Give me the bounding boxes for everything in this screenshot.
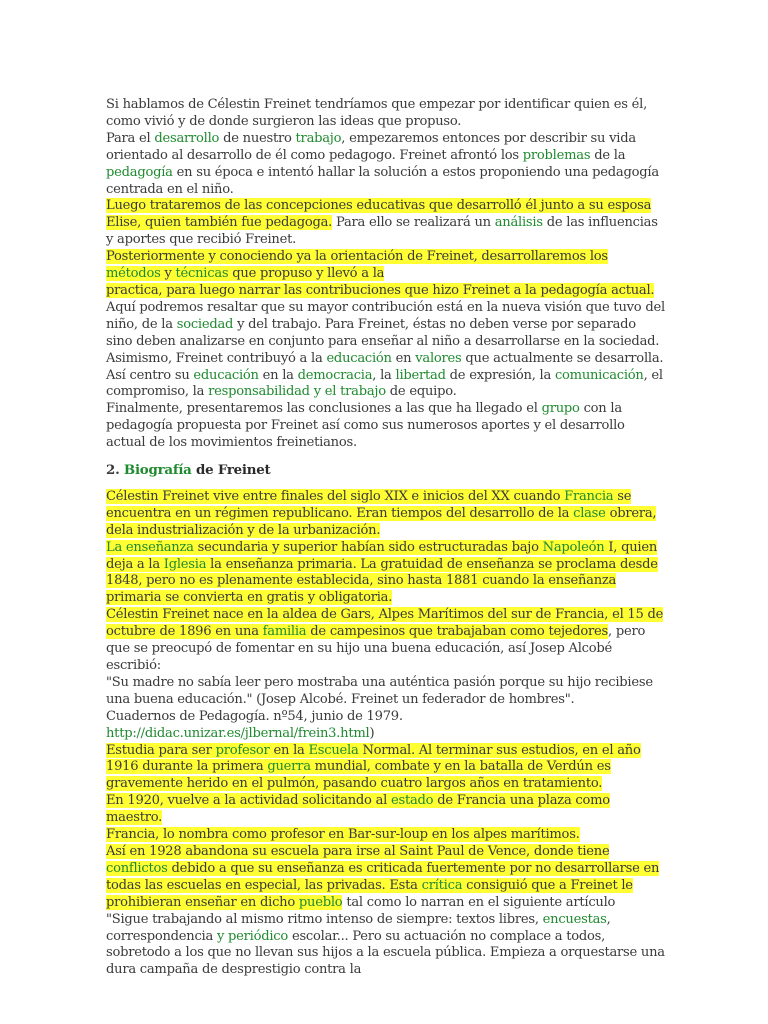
keyword-link-la-ensenanza[interactable]: La enseñanza <box>106 539 194 555</box>
intro-p1-text: Si hablamos de Célestin Freinet tendríamos que empezar por identificar quien es él, como vivió y de donde surgieron las ideas que propuso. <box>106 97 647 129</box>
text-run: de las influencias y aportes que recibió Freinet. <box>106 215 658 248</box>
bio-paragraph-7 <box>106 793 666 827</box>
intro-paragraph-3 <box>106 198 666 249</box>
keyword-link-pedagogia[interactable]: pedagogía <box>106 164 173 180</box>
bio-paragraph-4 <box>106 675 666 709</box>
keyword-link-iglesia[interactable]: Iglesia <box>163 556 207 572</box>
keyword-link-grupo[interactable]: grupo <box>541 401 580 417</box>
highlighted-text: Posteriormente y conociendo ya la orientación de Freinet, desarrollaremos los <box>106 249 608 265</box>
keyword-link-familia[interactable]: familia <box>262 624 307 640</box>
source-url-link[interactable]: http://didac.unizar.es/jlbernal/frein3.html <box>106 725 370 741</box>
bio-paragraph-3 <box>106 607 666 675</box>
highlighted-text: En 1920, vuelve a la actividad solicitando al <box>106 793 391 809</box>
text-run: de equipo. <box>385 384 457 400</box>
bio-paragraph-6 <box>106 743 666 794</box>
highlighted-text: de Francia una plaza como maestro. <box>106 793 610 826</box>
text-run: de expresión, la <box>445 367 555 383</box>
text-run: , la <box>372 367 396 383</box>
highlighted-text: Así en 1928 abandona su escuela para irse al Saint Paul de Vence, donde tiene <box>106 843 610 859</box>
keyword-link-francia[interactable]: Francia <box>564 488 614 504</box>
intro-paragraph-6 <box>106 300 666 401</box>
highlighted-text: mundial, combate y en la batalla de Verdún es gravemente herido en el pulmón, pasando cuatro largos años en tratamiento. <box>106 759 611 792</box>
intro-paragraph-1 <box>106 97 666 131</box>
keyword-link-profesor[interactable]: profesor <box>215 742 270 758</box>
keyword-link-pueblo[interactable]: pueblo <box>298 894 343 910</box>
keyword-link-biografia[interactable]: Biografía <box>123 462 192 479</box>
keyword-link-responsabilidad[interactable]: responsabilidad <box>208 384 310 400</box>
text-run: con la pedagogía propuesta por Freinet así como sus numerosos aportes y el desarrollo actual de los movimientos freinetianos. <box>106 401 625 451</box>
keyword-link-desarrollo[interactable]: desarrollo <box>154 130 220 146</box>
keyword-link-metodos[interactable]: métodos <box>106 266 161 282</box>
highlighted-text: Estudia para ser <box>106 742 216 758</box>
text-run: Cuadernos de Pedagogía. nº54, junio de 1979. <box>106 708 403 724</box>
text-run: , el compromiso, la <box>106 367 663 400</box>
section-title-rest: de Freinet <box>191 462 271 479</box>
bio-paragraph-9 <box>106 844 666 912</box>
text-run: Finalmente, presentaremos las conclusiones a las que ha llegado el <box>106 401 542 417</box>
text-run: tal como lo narran en el siguiente artículo <box>342 894 616 910</box>
keyword-link-y-el-trabajo[interactable]: y el trabajo <box>313 384 386 400</box>
section-heading-biografia <box>106 462 666 479</box>
keyword-link-analisis[interactable]: análisis <box>494 215 543 231</box>
highlighted-text: I, quien deja a la <box>106 539 658 572</box>
document-page <box>106 97 666 979</box>
quote-text: "Su madre no sabía leer pero mostraba una auténtica pasión porque su hijo recibiese una buena educación." (Josep Alcobé. Freinet un federador de hombres". <box>106 674 653 707</box>
text-run: de nuestro <box>219 130 296 146</box>
keyword-link-estado[interactable]: estado <box>391 793 434 809</box>
highlighted-text: obrera, dela industrialización y de la urbanización. <box>106 505 657 538</box>
intro-paragraph-5 <box>106 283 666 300</box>
bio-paragraph-10 <box>106 912 666 980</box>
keyword-link-valores[interactable]: valores <box>415 350 462 366</box>
text-run: en su época e intentó hallar la solución a estos proponiendo una pedagogía centrada en el niño. <box>106 164 659 197</box>
keyword-link-sociedad[interactable]: sociedad <box>176 316 234 332</box>
keyword-link-guerra[interactable]: guerra <box>267 759 311 775</box>
text-run: en <box>391 350 416 366</box>
text-run: en la <box>258 367 298 383</box>
highlighted-text: se encuentra en un régimen republicano. Eran tiempos del desarrollo de la <box>106 488 632 521</box>
text-run: escolar... Pero su actuación no complace a todos, sobretodo a los que no llevan sus hijos a la escuela pública. Empieza a orquestarse una dura campaña de desprestigio contra la <box>106 928 665 978</box>
text-run: , pero que se preocupó de fomentar en su hijo una buena educación, así Josep Alcobé escribió: <box>106 624 646 673</box>
text-run: y del trabajo. Para Freinet, éstas no deben verse por separado sino deben analizarse en conjunto para enseñar al niño a desarrollarse en la sociedad. Asimismo, Freinet contribuyó a la <box>106 316 660 366</box>
highlighted-text: y <box>160 266 176 282</box>
bio-paragraph-2 <box>106 540 666 608</box>
highlighted-text: en la <box>269 742 309 758</box>
keyword-link-clase[interactable]: clase <box>573 505 606 521</box>
text-run: , correspondencia <box>106 911 611 944</box>
highlighted-text: consiguió que a Freinet le prohibieran enseñar en dicho <box>106 877 633 910</box>
keyword-link-problemas[interactable]: problemas <box>522 147 591 163</box>
intro-paragraph-7 <box>106 401 666 452</box>
keyword-link-trabajo[interactable]: trabajo <box>295 130 342 146</box>
highlighted-text: Francia, lo nombra como profesor en Bar-sur-loup en los alpes marítimos. <box>106 827 580 843</box>
bio-paragraph-8 <box>106 827 666 844</box>
keyword-link-educacion-2[interactable]: educación <box>193 367 259 383</box>
highlighted-text: debido a que su enseñanza es criticada fuertemente por no desarrollarse en todas las escuelas en especial, las privadas. Esta <box>106 860 660 893</box>
intro-paragraph-4 <box>106 249 666 283</box>
text-run: Aquí podremos resaltar que su mayor contribución está en la nueva visión que tuvo del niño, de la <box>106 299 665 332</box>
highlighted-text: practica, para luego narrar las contribuciones que hizo Freinet a la pedagogía actual. <box>106 282 655 298</box>
bio-paragraph-5 <box>106 709 666 743</box>
highlighted-text: de campesinos que trabajaban como tejedores <box>306 624 609 640</box>
highlighted-text: que propuso y llevó a la <box>228 266 385 282</box>
keyword-link-educacion[interactable]: educación <box>326 350 392 366</box>
bio-paragraph-1 <box>106 489 666 540</box>
highlighted-text: Normal. Al terminar sus estudios, en el año 1916 durante la primera <box>106 742 641 775</box>
highlighted-text: secundaria y superior habían sido estructuradas bajo <box>193 539 543 555</box>
highlighted-text: Célestin Freinet nace en la aldea de Gars, Alpes Marítimos del sur de Francia, el 15 de octubre de 1896 en una <box>106 607 664 640</box>
highlighted-text: Célestin Freinet vive entre finales del siglo XIX e inicios del XX cuando <box>106 488 565 504</box>
highlighted-text: la enseñanza primaria. La gratuidad de enseñanza se proclama desde 1848, pero no es plenamente establecida, sino hasta 1881 cuando la enseñanza primaria se convierta en gratis y obligatoria. <box>106 556 658 606</box>
keyword-link-escuela[interactable]: Escuela <box>308 742 359 758</box>
keyword-link-democracia[interactable]: democracia <box>297 367 373 383</box>
keyword-link-comunicacion[interactable]: comunicación <box>554 367 644 383</box>
keyword-link-critica[interactable]: crítica <box>421 877 463 893</box>
text-run: , empezaremos entonces por describir su vida orientado al desarrollo de él como pedagogo. Freinet afrontó los <box>106 130 636 163</box>
highlighted-text: Luego trataremos de las concepciones educativas que desarrolló él junto a su esposa Elise, quien también fue pedagoga. <box>106 198 652 231</box>
text-run: "Sigue trabajando al mismo ritmo intenso de siempre: textos libres, <box>106 911 543 927</box>
keyword-link-libertad[interactable]: libertad <box>395 367 446 383</box>
keyword-link-y-periodico[interactable]: y periódico <box>216 928 289 944</box>
text-run: ) <box>369 725 375 741</box>
keyword-link-tecnicas[interactable]: técnicas <box>175 266 229 282</box>
intro-paragraph-2 <box>106 131 666 199</box>
keyword-link-encuestas[interactable]: encuestas <box>542 911 607 927</box>
text-run: que actualmente se desarrolla. Así centro su <box>106 350 664 383</box>
keyword-link-conflictos[interactable]: conflictos <box>106 860 168 876</box>
text-run: de la <box>590 147 626 163</box>
keyword-link-napoleon[interactable]: Napoleón <box>542 539 605 555</box>
text-run: Para el <box>106 130 155 146</box>
text-run: Para ello se realizará un <box>332 215 495 231</box>
section-number: 2. <box>106 462 124 479</box>
